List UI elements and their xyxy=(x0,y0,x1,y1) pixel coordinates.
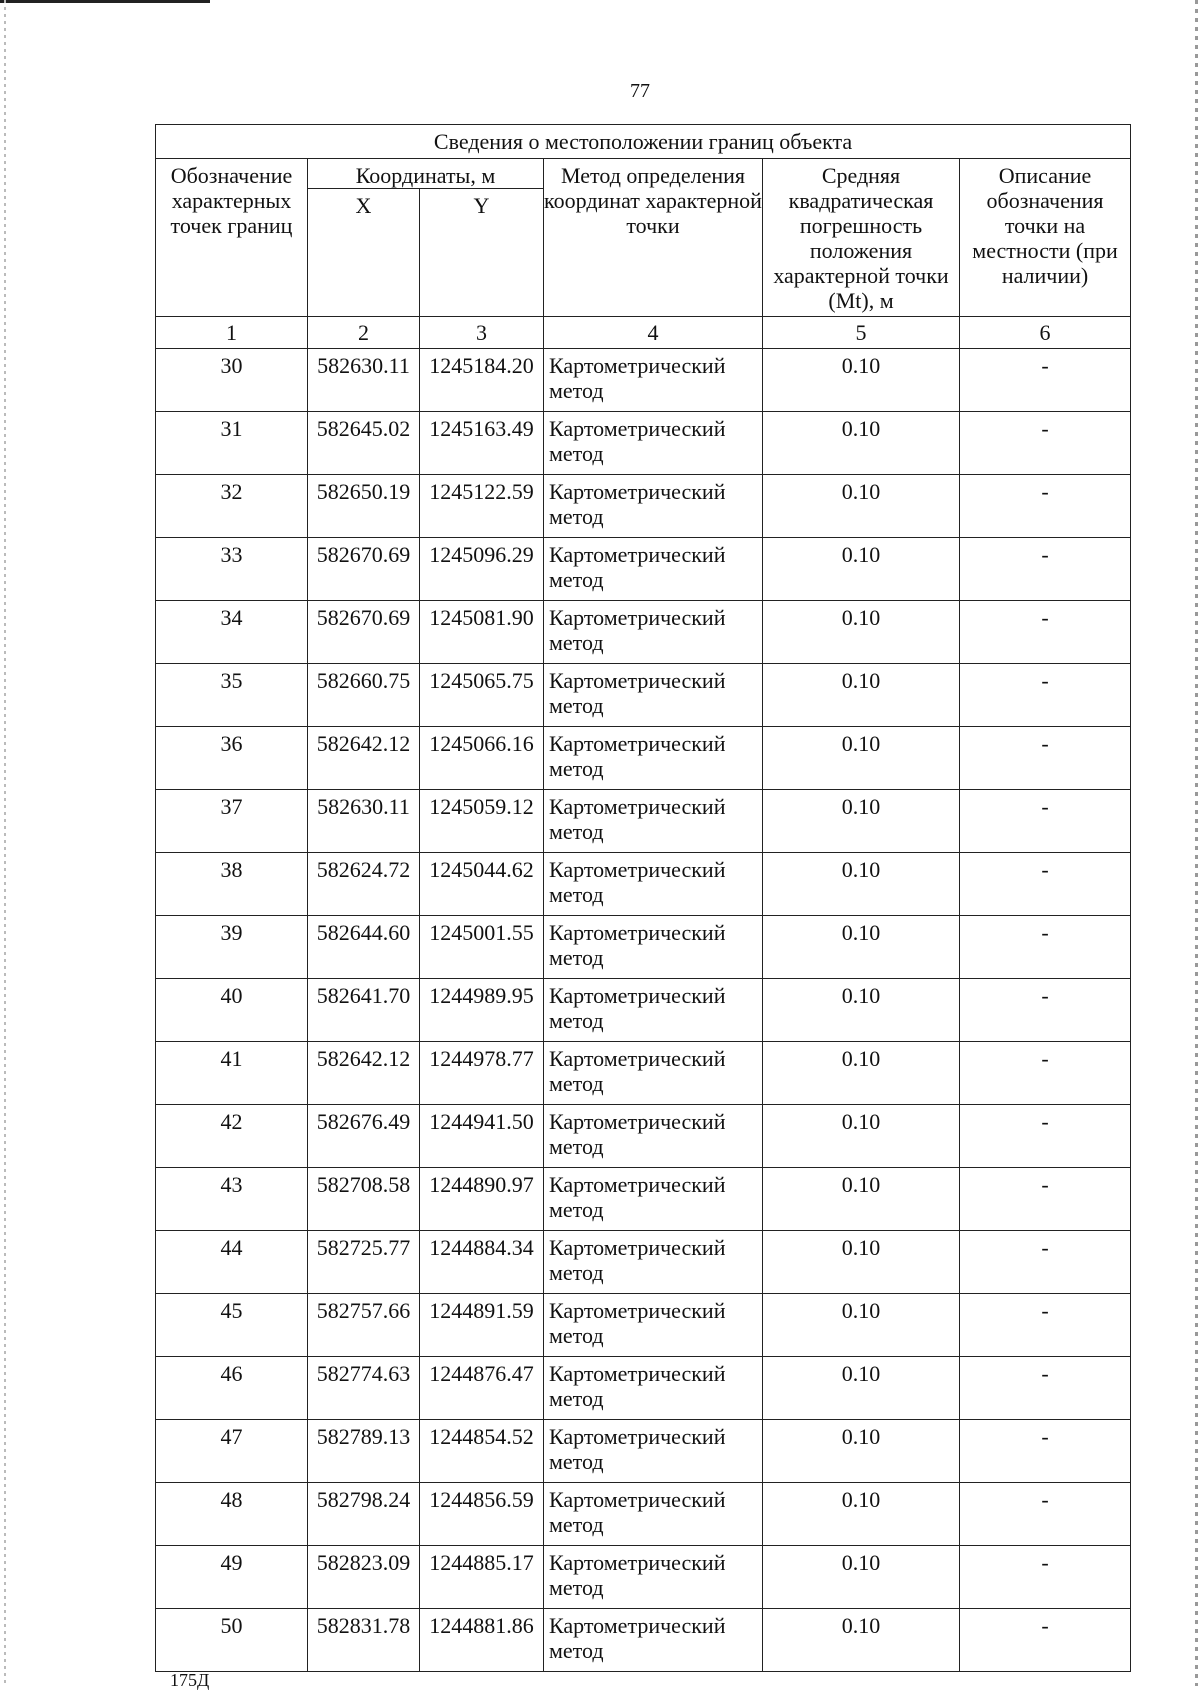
cell-y: 1244890.97 xyxy=(420,1168,544,1231)
cell-description: - xyxy=(960,1546,1131,1609)
cell-point: 37 xyxy=(156,790,308,853)
cell-x: 582660.75 xyxy=(308,664,420,727)
cell-description: - xyxy=(960,727,1131,790)
cell-error: 0.10 xyxy=(763,790,960,853)
cell-method: Картометрический метод xyxy=(544,1105,763,1168)
cell-point: 49 xyxy=(156,1546,308,1609)
cell-y: 1245184.20 xyxy=(420,349,544,412)
cell-y: 1245163.49 xyxy=(420,412,544,475)
cell-description: - xyxy=(960,1609,1131,1672)
cell-method: Картометрический метод xyxy=(544,727,763,790)
cell-y: 1244856.59 xyxy=(420,1483,544,1546)
cell-y: 1244885.17 xyxy=(420,1546,544,1609)
cell-method: Картометрический метод xyxy=(544,979,763,1042)
cell-method: Картометрический метод xyxy=(544,349,763,412)
table-header xyxy=(156,125,1131,349)
cell-error: 0.10 xyxy=(763,1042,960,1105)
table-row xyxy=(156,1483,1131,1546)
table-row xyxy=(156,1042,1131,1105)
cell-error: 0.10 xyxy=(763,475,960,538)
cell-x: 582624.72 xyxy=(308,853,420,916)
cell-error: 0.10 xyxy=(763,601,960,664)
cell-method: Картометрический метод xyxy=(544,475,763,538)
cell-description: - xyxy=(960,601,1131,664)
cell-method: Картометрический метод xyxy=(544,853,763,916)
cell-x: 582630.11 xyxy=(308,790,420,853)
cell-point: 33 xyxy=(156,538,308,601)
column-number: 4 xyxy=(544,317,763,349)
cell-method: Картометрический метод xyxy=(544,538,763,601)
cell-description: - xyxy=(960,664,1131,727)
cell-y: 1244884.34 xyxy=(420,1231,544,1294)
cell-point: 35 xyxy=(156,664,308,727)
cell-point: 42 xyxy=(156,1105,308,1168)
table-row xyxy=(156,1105,1131,1168)
cell-y: 1245065.75 xyxy=(420,664,544,727)
cell-point: 36 xyxy=(156,727,308,790)
boundary-coordinates-table xyxy=(155,124,1131,1672)
table-body xyxy=(156,349,1131,1672)
cell-method: Картометрический метод xyxy=(544,1042,763,1105)
table-row xyxy=(156,538,1131,601)
header-description: Описание обозначения точки на местности (при наличии) xyxy=(960,159,1131,317)
cell-method: Картометрический метод xyxy=(544,412,763,475)
column-numbers-row xyxy=(156,317,1131,349)
cell-x: 582670.69 xyxy=(308,538,420,601)
cell-description: - xyxy=(960,979,1131,1042)
cell-point: 43 xyxy=(156,1168,308,1231)
cell-y: 1244891.59 xyxy=(420,1294,544,1357)
cell-description: - xyxy=(960,1420,1131,1483)
cell-method: Картометрический метод xyxy=(544,1168,763,1231)
cell-method: Картометрический метод xyxy=(544,916,763,979)
cell-method: Картометрический метод xyxy=(544,1231,763,1294)
cell-description: - xyxy=(960,1294,1131,1357)
column-number: 5 xyxy=(763,317,960,349)
cell-description: - xyxy=(960,916,1131,979)
cell-x: 582789.13 xyxy=(308,1420,420,1483)
cell-y: 1244978.77 xyxy=(420,1042,544,1105)
cell-x: 582670.69 xyxy=(308,601,420,664)
table-row xyxy=(156,1420,1131,1483)
cell-x: 582725.77 xyxy=(308,1231,420,1294)
table-row xyxy=(156,601,1131,664)
cell-x: 582650.19 xyxy=(308,475,420,538)
cell-point: 41 xyxy=(156,1042,308,1105)
cell-error: 0.10 xyxy=(763,538,960,601)
footer-code: 175Д xyxy=(170,1670,210,1690)
page-number: 77 xyxy=(630,80,650,102)
header-coordinates: Координаты, м xyxy=(308,159,544,189)
cell-x: 582708.58 xyxy=(308,1168,420,1231)
table-row xyxy=(156,1357,1131,1420)
cell-method: Картометрический метод xyxy=(544,1546,763,1609)
cell-description: - xyxy=(960,1231,1131,1294)
cell-error: 0.10 xyxy=(763,853,960,916)
cell-x: 582630.11 xyxy=(308,349,420,412)
table-row xyxy=(156,1168,1131,1231)
cell-error: 0.10 xyxy=(763,1420,960,1483)
cell-point: 31 xyxy=(156,412,308,475)
cell-error: 0.10 xyxy=(763,412,960,475)
cell-y: 1245059.12 xyxy=(420,790,544,853)
cell-description: - xyxy=(960,1168,1131,1231)
column-number: 2 xyxy=(308,317,420,349)
cell-y: 1244854.52 xyxy=(420,1420,544,1483)
scan-corner-line xyxy=(0,0,210,3)
table-row xyxy=(156,1231,1131,1294)
cell-description: - xyxy=(960,790,1131,853)
cell-method: Картометрический метод xyxy=(544,1609,763,1672)
cell-point: 46 xyxy=(156,1357,308,1420)
cell-y: 1245081.90 xyxy=(420,601,544,664)
column-number: 1 xyxy=(156,317,308,349)
cell-x: 582823.09 xyxy=(308,1546,420,1609)
cell-method: Картометрический метод xyxy=(544,790,763,853)
table-row xyxy=(156,1609,1131,1672)
cell-point: 40 xyxy=(156,979,308,1042)
cell-description: - xyxy=(960,853,1131,916)
cell-point: 34 xyxy=(156,601,308,664)
cell-y: 1244876.47 xyxy=(420,1357,544,1420)
cell-method: Картометрический метод xyxy=(544,1420,763,1483)
cell-point: 47 xyxy=(156,1420,308,1483)
cell-error: 0.10 xyxy=(763,1483,960,1546)
cell-point: 32 xyxy=(156,475,308,538)
cell-error: 0.10 xyxy=(763,1105,960,1168)
cell-error: 0.10 xyxy=(763,1546,960,1609)
cell-method: Картометрический метод xyxy=(544,1294,763,1357)
table-title: Сведения о местоположении границ объекта xyxy=(156,125,1131,159)
cell-y: 1245122.59 xyxy=(420,475,544,538)
cell-y: 1244881.86 xyxy=(420,1609,544,1672)
column-number: 6 xyxy=(960,317,1131,349)
cell-description: - xyxy=(960,1357,1131,1420)
cell-point: 38 xyxy=(156,853,308,916)
header-y: Y xyxy=(420,189,544,317)
cell-y: 1244941.50 xyxy=(420,1105,544,1168)
cell-x: 582641.70 xyxy=(308,979,420,1042)
cell-y: 1245044.62 xyxy=(420,853,544,916)
cell-method: Картометрический метод xyxy=(544,601,763,664)
cell-x: 582774.63 xyxy=(308,1357,420,1420)
table-row xyxy=(156,790,1131,853)
cell-point: 39 xyxy=(156,916,308,979)
cell-x: 582644.60 xyxy=(308,916,420,979)
cell-x: 582642.12 xyxy=(308,727,420,790)
table-row xyxy=(156,1294,1131,1357)
cell-x: 582831.78 xyxy=(308,1609,420,1672)
cell-description: - xyxy=(960,1105,1131,1168)
table-row xyxy=(156,853,1131,916)
cell-x: 582757.66 xyxy=(308,1294,420,1357)
cell-point: 50 xyxy=(156,1609,308,1672)
table-row xyxy=(156,475,1131,538)
cell-error: 0.10 xyxy=(763,1609,960,1672)
cell-point: 30 xyxy=(156,349,308,412)
cell-error: 0.10 xyxy=(763,979,960,1042)
cell-error: 0.10 xyxy=(763,1294,960,1357)
cell-description: - xyxy=(960,538,1131,601)
cell-x: 582798.24 xyxy=(308,1483,420,1546)
table-row xyxy=(156,664,1131,727)
cell-error: 0.10 xyxy=(763,349,960,412)
cell-error: 0.10 xyxy=(763,1357,960,1420)
cell-description: - xyxy=(960,475,1131,538)
cell-y: 1245066.16 xyxy=(420,727,544,790)
cell-error: 0.10 xyxy=(763,916,960,979)
cell-x: 582642.12 xyxy=(308,1042,420,1105)
header-point-designation: Обозначение характерных точек границ xyxy=(156,159,308,317)
cell-error: 0.10 xyxy=(763,1231,960,1294)
header-x: X xyxy=(308,189,420,317)
header-method: Метод определения координат характерной точки xyxy=(544,159,763,317)
table-row xyxy=(156,412,1131,475)
cell-description: - xyxy=(960,349,1131,412)
cell-error: 0.10 xyxy=(763,664,960,727)
table-row xyxy=(156,349,1131,412)
table-row xyxy=(156,727,1131,790)
table-row xyxy=(156,916,1131,979)
cell-y: 1244989.95 xyxy=(420,979,544,1042)
cell-x: 582645.02 xyxy=(308,412,420,475)
cell-point: 45 xyxy=(156,1294,308,1357)
cell-description: - xyxy=(960,1483,1131,1546)
scan-left-edge xyxy=(4,0,6,1686)
cell-x: 582676.49 xyxy=(308,1105,420,1168)
cell-point: 48 xyxy=(156,1483,308,1546)
column-number: 3 xyxy=(420,317,544,349)
cell-method: Картометрический метод xyxy=(544,664,763,727)
cell-error: 0.10 xyxy=(763,1168,960,1231)
cell-y: 1245001.55 xyxy=(420,916,544,979)
cell-description: - xyxy=(960,412,1131,475)
table-row xyxy=(156,1546,1131,1609)
cell-error: 0.10 xyxy=(763,727,960,790)
cell-y: 1245096.29 xyxy=(420,538,544,601)
header-error: Средняя квадратическая погрешность положения характерной точки (Mt), м xyxy=(763,159,960,317)
cell-method: Картометрический метод xyxy=(544,1357,763,1420)
scan-right-edge xyxy=(1195,0,1198,1686)
table-row xyxy=(156,979,1131,1042)
cell-point: 44 xyxy=(156,1231,308,1294)
cell-method: Картометрический метод xyxy=(544,1483,763,1546)
cell-description: - xyxy=(960,1042,1131,1105)
